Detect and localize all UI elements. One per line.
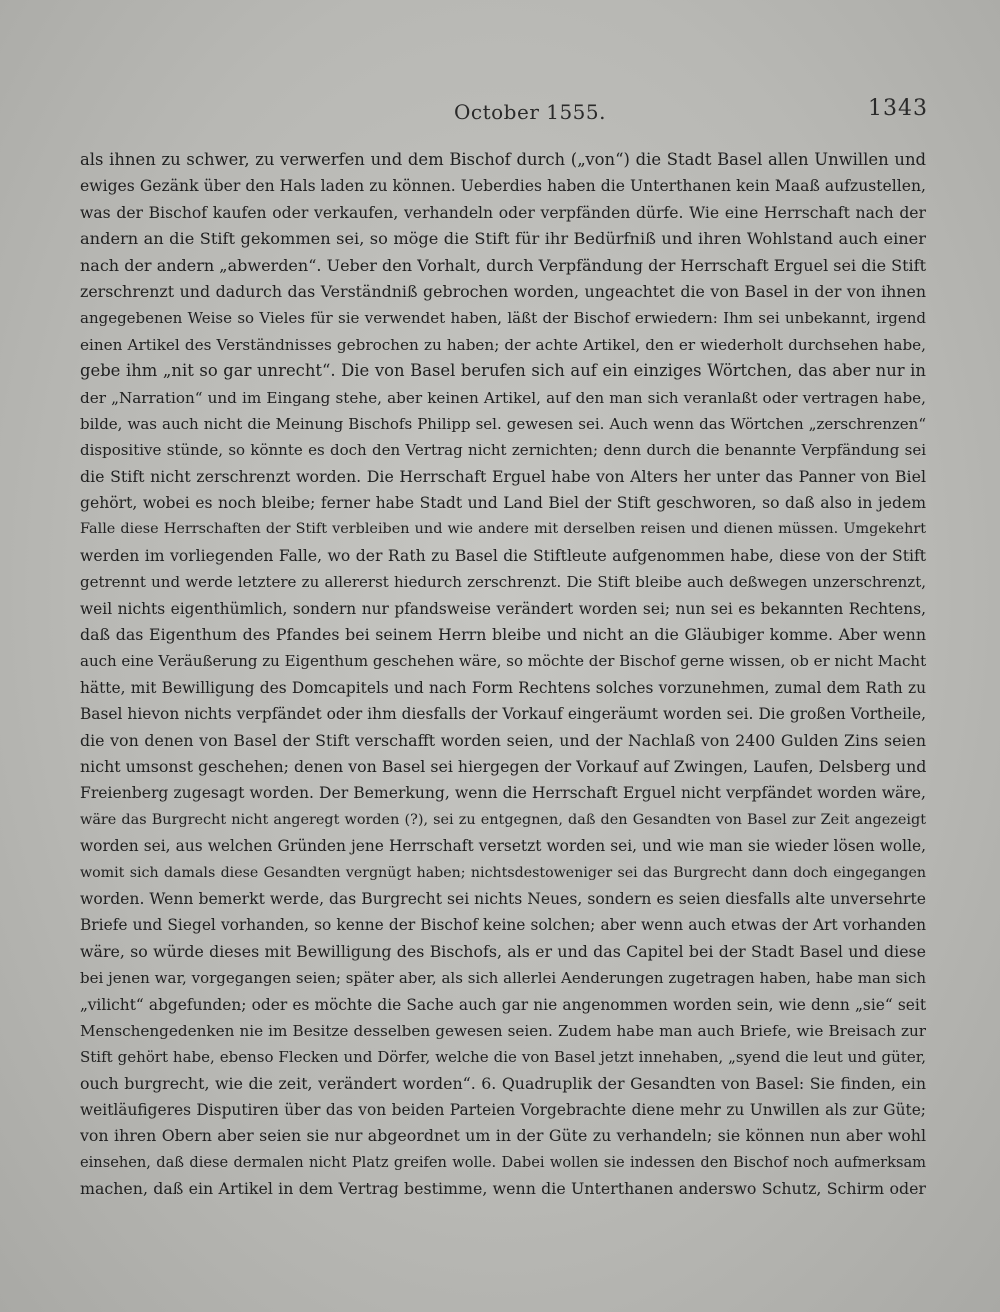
body-text bbox=[80, 147, 926, 1203]
text-line: was der Bischof kaufen oder verkaufen, verhandeln oder verpfänden dürfe. Wie eine Herrschaft nach der bbox=[80, 203, 926, 222]
text-line: gebe ihm „nit so gar unrecht“. Die von Basel berufen sich auf ein einziges Wörtchen, das aber nur in bbox=[80, 361, 926, 381]
text-line: weil nichts eigenthümlich, sondern nur pfandsweise verändert worden sei; nun sei es bekannten Rechtens, bbox=[80, 599, 926, 618]
header-title: October 1555. bbox=[454, 100, 606, 124]
text-line: als ihnen zu schwer, zu verwerfen und dem Bischof durch („von“) die Stadt Basel allen Unwillen und bbox=[80, 150, 926, 169]
text-line: bei jenen war, vorgegangen seien; später aber, als sich allerlei Aenderungen zugetragen haben, habe man sich bbox=[80, 969, 926, 988]
text-line: werden im vorliegenden Falle, wo der Rath zu Basel die Stiftleute aufgenommen habe, diese von der Stift bbox=[80, 546, 926, 565]
text-line: worden sei, aus welchen Gründen jene Herrschaft versetzt worden sei, und wie man sie wieder lösen wolle, bbox=[80, 837, 926, 856]
text-line: die von denen von Basel der Stift verschafft worden seien, und der Nachlaß von 2400 Gulden Zins seien bbox=[80, 730, 926, 750]
text-line: nach der andern „abwerden“. Ueber den Vorhalt, durch Verpfändung der Herrschaft Erguel sei die Stift bbox=[80, 255, 926, 275]
text-line: Freienberg zugesagt worden. Der Bemerkung, wenn die Herrschaft Erguel nicht verpfändet worden wäre, bbox=[80, 784, 926, 803]
text-line: hätte, mit Bewilligung des Domcapitels und nach Form Rechtens solches vorzunehmen, zumal dem Rath zu bbox=[80, 678, 926, 697]
text-line: daß das Eigenthum des Pfandes bei seinem Herrn bleibe und nicht an die Gläubiger komme. Aber wenn bbox=[80, 625, 926, 645]
text-line: einsehen, daß diese dermalen nicht Platz greifen wolle. Dabei wollen sie indessen den Bischof noch aufmerksam bbox=[80, 1153, 926, 1171]
text-line: bilde, was auch nicht die Meinung Bischofs Philipp sel. gewesen sei. Auch wenn das Wörtchen „zerschrenzen“ bbox=[80, 414, 926, 433]
text-line: Stift gehört habe, ebenso Flecken und Dörfer, welche die von Basel jetzt innehaben, „syend die leut und güter, bbox=[80, 1048, 926, 1067]
text-line: nicht umsonst geschehen; denen von Basel sei hiergegen der Vorkauf auf Zwingen, Laufen, Delsberg und bbox=[80, 756, 926, 776]
text-line: „vilicht“ abgefunden; oder es möchte die Sache auch gar nie angenommen worden sein, wie denn „sie“ seit bbox=[80, 995, 926, 1014]
text-line: Basel hievon nichts verpfändet oder ihm diesfalls der Vorkauf eingeräumt worden sei. Die großen Vortheile, bbox=[80, 705, 926, 724]
text-line: angegebenen Weise so Vieles für sie verwendet haben, läßt der Bischof erwiedern: Ihm sei unbekannt, irgend bbox=[80, 309, 926, 328]
running-header bbox=[80, 96, 928, 126]
text-line: Menschengedenken nie im Besitze desselben gewesen seien. Zudem habe man auch Briefe, wie Breisach zur bbox=[80, 1021, 926, 1040]
text-line: auch eine Veräußerung zu Eigenthum geschehen wäre, so möchte der Bischof gerne wissen, ob er nicht Macht bbox=[80, 652, 926, 671]
text-line: weitläufigeres Disputiren über das von beiden Parteien Vorgebrachte diene mehr zu Unwillen als zur Güte; bbox=[80, 1101, 926, 1120]
text-line: dispositive stünde, so könnte es doch den Vertrag nicht zernichten; denn durch die benannte Verpfändung sei bbox=[80, 441, 926, 460]
text-line: einen Artikel des Verständnisses gebrochen zu haben; der achte Artikel, den er wiederholt durchsehen habe, bbox=[80, 335, 926, 354]
text-line: die Stift nicht zerschrenzt worden. Die Herrschaft Erguel habe von Alters her unter das Panner von Biel bbox=[80, 466, 926, 486]
text-line: womit sich damals diese Gesandten vergnügt haben; nichtsdestoweniger sei das Burgrecht dann doch eingegangen bbox=[80, 864, 926, 881]
text-line: wäre das Burgrecht nicht angeregt worden (?), sei zu entgegnen, daß den Gesandten von Basel zur Zeit angezeigt bbox=[80, 811, 926, 828]
text-line: wäre, so würde dieses mit Bewilligung des Bischofs, als er und das Capitel bei der Stadt Basel und diese bbox=[80, 941, 926, 961]
text-line: worden. Wenn bemerkt werde, das Burgrecht sei nichts Neues, sondern es seien diesfalls alte unversehrte bbox=[80, 889, 926, 908]
text-line: andern an die Stift gekommen sei, so möge die Stift für ihr Bedürfniß und ihren Wohlstand auch einer bbox=[80, 229, 926, 249]
text-line: zerschrenzt und dadurch das Verständniß gebrochen worden, ungeachtet die von Basel in der von ihnen bbox=[80, 281, 926, 301]
text-line: ewiges Gezänk über den Hals laden zu können. Ueberdies haben die Unterthanen kein Maaß aufzustellen, bbox=[80, 177, 926, 196]
text-line: machen, daß ein Artikel in dem Vertrag bestimme, wenn die Unterthanen anderswo Schutz, Schirm oder bbox=[80, 1179, 926, 1199]
page-number: 1343 bbox=[868, 96, 928, 121]
text-line: gehört, wobei es noch bleibe; ferner habe Stadt und Land Biel der Stift geschworen, so daß also in jedem bbox=[80, 494, 926, 513]
text-line: ouch burgrecht, wie die zeit, verändert worden“. 6. Quadruplik der Gesandten von Basel: Sie finden, ein bbox=[80, 1073, 926, 1093]
text-line: Briefe und Siegel vorhanden, so kenne der Bischof keine solchen; aber wenn auch etwas der Art vorhanden bbox=[80, 916, 926, 935]
text-line: Falle diese Herrschaften der Stift verbleiben und wie andere mit derselben reisen und dienen müssen. Umgekehrt bbox=[80, 521, 926, 538]
text-line: der „Narration“ und im Eingang stehe, aber keinen Artikel, auf den man sich veranlaßt oder vertragen habe, bbox=[80, 388, 926, 407]
text-line: getrennt und werde letztere zu allererst hiedurch zerschrenzt. Die Stift bleibe auch deßwegen unzerschrenzt, bbox=[80, 573, 926, 592]
text-line: von ihren Obern aber seien sie nur abgeordnet um in der Güte zu verhandeln; sie können nun aber wohl bbox=[80, 1126, 926, 1146]
